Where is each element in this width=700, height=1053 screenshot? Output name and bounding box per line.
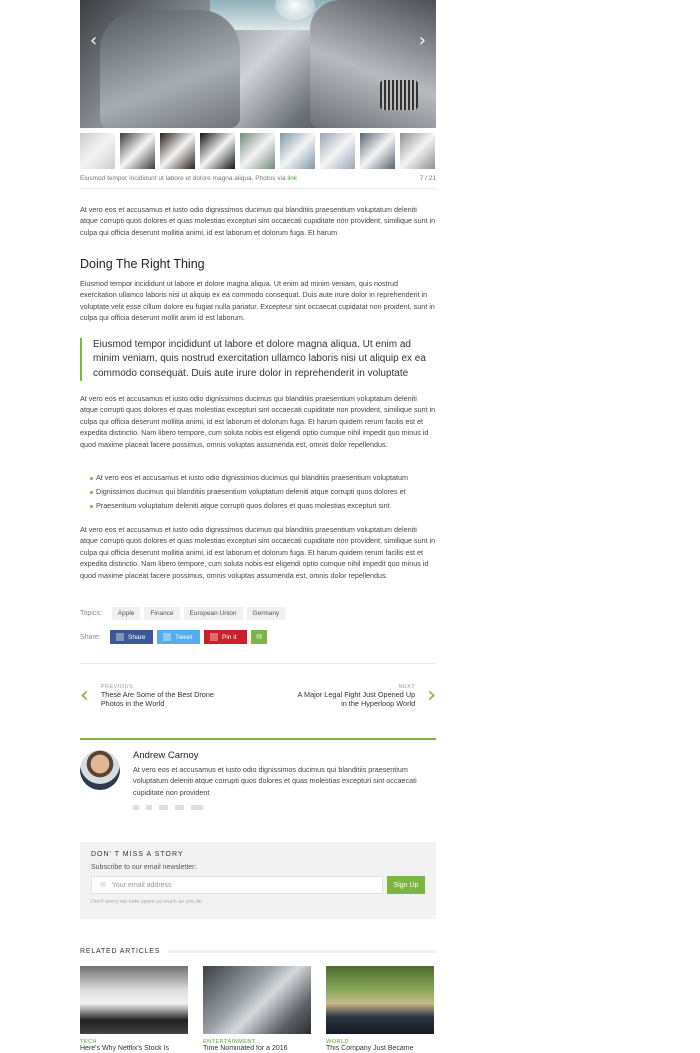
- author-box: [80, 750, 436, 820]
- topic-tag[interactable]: Apple: [112, 607, 141, 620]
- gallery-thumbnails: [80, 133, 436, 169]
- caption-link[interactable]: link: [287, 175, 298, 182]
- list-item: At vero eos et accusamus et iusto odio dignissimos ducimus qui blanditiis praesentium voluptatum: [80, 471, 436, 485]
- gallery-thumbnail[interactable]: [120, 133, 155, 169]
- previous-post-title: These Are Some of the Best Drone Photos in the World: [100, 689, 214, 708]
- section-heading: Doing The Right Thing: [80, 257, 205, 271]
- pinterest-share-button[interactable]: Pin it: [204, 630, 247, 644]
- pinterest-icon: [210, 633, 218, 641]
- body-paragraph: At vero eos et accusamus et iusto odio dignissimos ducimus qui blanditiis praesentium voluptatum deleniti atque corrupti quos dolores et quas molestias excepturi sint occaecati cupiditate non provident, similique sunt in culpa qui officia deserunt mollitia animi, id est laborum et dolorum fuga. Et harum quidem rerum facilis est et expedita distinctio. Nam libero tempore, cum soluta nobis est eligendi optio cumque nihil impedit quo minus id quod maxime placeat facere possimus, omnis voluptas assumenda est, omnis dolor repellendus.: [80, 394, 436, 449]
- related-card[interactable]: [203, 966, 311, 1052]
- related-category[interactable]: WORLD: [326, 1039, 349, 1045]
- newsletter-note: Don't worry we hate spam as much as you do: [91, 899, 203, 905]
- related-category[interactable]: TECH: [80, 1039, 97, 1045]
- facebook-icon: [116, 633, 124, 641]
- gallery-thumbnail[interactable]: [280, 133, 315, 169]
- previous-post-link[interactable]: ‹ PREVIOUS These Are Some of the Best Drone Photos in the World: [80, 684, 226, 709]
- related-title-link[interactable]: This Company Just Became: [326, 1045, 414, 1052]
- sign-up-button[interactable]: Sign Up: [387, 876, 425, 894]
- list-item: Praesentium voluptatum deleniti atque corrupti quos dolores et quas molestias excepturi sint: [80, 499, 436, 513]
- email-placeholder: Your email address: [111, 881, 172, 889]
- author-name[interactable]: Andrew Carnoy: [133, 750, 199, 761]
- author-divider: [80, 738, 436, 740]
- divider: [80, 188, 436, 189]
- social-icon[interactable]: [146, 805, 152, 810]
- facebook-share-button[interactable]: Share: [110, 630, 153, 644]
- related-title-link[interactable]: Here's Why Netflix's Stock Is: [80, 1045, 170, 1052]
- related-header: [80, 948, 436, 955]
- social-icon[interactable]: [175, 805, 184, 810]
- share-row: [80, 630, 436, 644]
- topics-label: Topics:: [80, 610, 102, 617]
- gallery-thumbnail[interactable]: [240, 133, 275, 169]
- pull-quote: Eiusmod tempor incididunt ut labore et dolore magna aliqua. Ut enim ad minim veniam, quis nostrud exercitation ullamco laboris nisi ut aliquip ex ea commodo consequat. Duis aute irure dolor in reprehenderit in voluptate: [80, 338, 436, 381]
- body-paragraph-2: At vero eos et accusamus et iusto odio dignissimos ducimus qui blanditiis praesentium voluptatum deleniti atque corrupti quos dolores et quas molestias excepturi sint occaecati cupiditate non provident, similique sunt in culpa qui officia deserunt mollitia animi, id est laborum et dolorum fuga. Et harum quidem rerum facilis est et expedita distinctio. Nam libero tempore, cum soluta nobis est eligendi optio cumque nihil impedit quo minus id quod maxime placeat facere possimus, omnis voluptas assumenda est, omnis dolor repellendus.: [80, 525, 436, 580]
- share-label: Share:: [80, 633, 101, 641]
- section-paragraph: Eiusmod tempor incididunt ut labore et dolore magna aliqua. Ut enim ad minim veniam, quis nostrud exercitation ullamco laboris nisi ut aliquip ex ea commodo consequat. Duis aute irure dolor in reprehenderit in voluptate velit esse cillum dolore eu fugiat nulla pariatur. Excepteur sint occaecat cupidatat non proident, sunt in culpa qui officia deserunt mollit anim id est laborum.: [80, 279, 435, 323]
- topics-row: [80, 607, 436, 620]
- chevron-right-icon: ›: [427, 683, 436, 708]
- social-icon[interactable]: [133, 805, 139, 810]
- envelope-icon: ✉: [100, 881, 106, 889]
- topic-tag[interactable]: Germany: [247, 607, 286, 620]
- gallery-thumbnail[interactable]: [200, 133, 235, 169]
- gallery-caption: [80, 175, 436, 187]
- newsletter-box: [80, 842, 436, 919]
- related-card[interactable]: [326, 966, 434, 1052]
- social-icon[interactable]: [191, 805, 203, 810]
- chevron-left-icon: ‹: [80, 683, 89, 708]
- gallery-thumbnail[interactable]: [400, 133, 435, 169]
- email-input[interactable]: [91, 876, 383, 894]
- topic-tag[interactable]: European Union: [184, 607, 243, 620]
- chevron-right-icon[interactable]: ›: [418, 30, 426, 51]
- gallery-thumbnail[interactable]: [320, 133, 355, 169]
- next-post-link[interactable]: NEXT A Major Legal Fight Just Opened Up in the Hyperloop World ›: [297, 683, 436, 708]
- twitter-share-button[interactable]: Tweet: [157, 630, 200, 644]
- bullet-list: [80, 471, 436, 513]
- envelope-icon: ✉: [256, 633, 262, 641]
- related-card[interactable]: [80, 966, 188, 1052]
- divider: [80, 663, 436, 664]
- related-title: RELATED ARTICLES: [80, 948, 161, 955]
- newsletter-subtitle: Subscribe to our email newsletter:: [91, 864, 197, 871]
- next-post-title: A Major Legal Fight Just Opened Up in the Hyperloop World: [297, 689, 416, 708]
- related-category[interactable]: ENTERTAINMENT: [203, 1039, 256, 1045]
- gallery-thumbnail[interactable]: [160, 133, 195, 169]
- gallery-counter: 7 / 21: [419, 175, 436, 182]
- gallery-thumbnail[interactable]: [80, 133, 115, 169]
- email-share-button[interactable]: [251, 630, 267, 644]
- related-title-link[interactable]: Time Nominated for a 2016: [203, 1045, 288, 1052]
- topic-tag[interactable]: Finance: [144, 607, 179, 620]
- list-item: Dignissimos ducimus qui blanditiis praesentium voluptatum deleniti atque corrupti quos dolores et: [80, 485, 436, 499]
- chevron-left-icon[interactable]: ‹: [90, 30, 98, 51]
- twitter-icon: [163, 633, 171, 641]
- social-icon[interactable]: [159, 805, 168, 810]
- author-bio: At vero eos et accusamus et iusto odio dignissimos ducimus qui blanditiis praesentium voluptatum deleniti atque corrupti quos dolores et quas molestias excepturi sint occaecati cupiditate non provident: [133, 765, 417, 797]
- related-thumbnail[interactable]: [80, 966, 188, 1034]
- post-navigation: [80, 680, 436, 712]
- author-social-links: [133, 805, 436, 810]
- intro-paragraph: At vero eos et accusamus et iusto odio dignissimos ducimus qui blanditiis praesentium voluptatum deleniti atque corrupti quos dolores et quas molestias excepturi sint occaecati cupiditate non provident, similique sunt in culpa qui officia deserunt mollitia animi, id est laborum et dolorum fuga. Et harum: [80, 205, 436, 237]
- avatar[interactable]: [80, 750, 120, 790]
- gallery-thumbnail[interactable]: [360, 133, 395, 169]
- gallery-main-image[interactable]: [80, 0, 436, 128]
- related-articles: [80, 966, 436, 1052]
- caption-text: Eiusmod tempor incididunt ut labore et dolore magna aliqua. Photos via: [80, 175, 288, 182]
- related-thumbnail[interactable]: [203, 966, 311, 1034]
- newsletter-title: DON' T MISS A STORY: [91, 851, 184, 858]
- related-thumbnail[interactable]: [326, 966, 434, 1034]
